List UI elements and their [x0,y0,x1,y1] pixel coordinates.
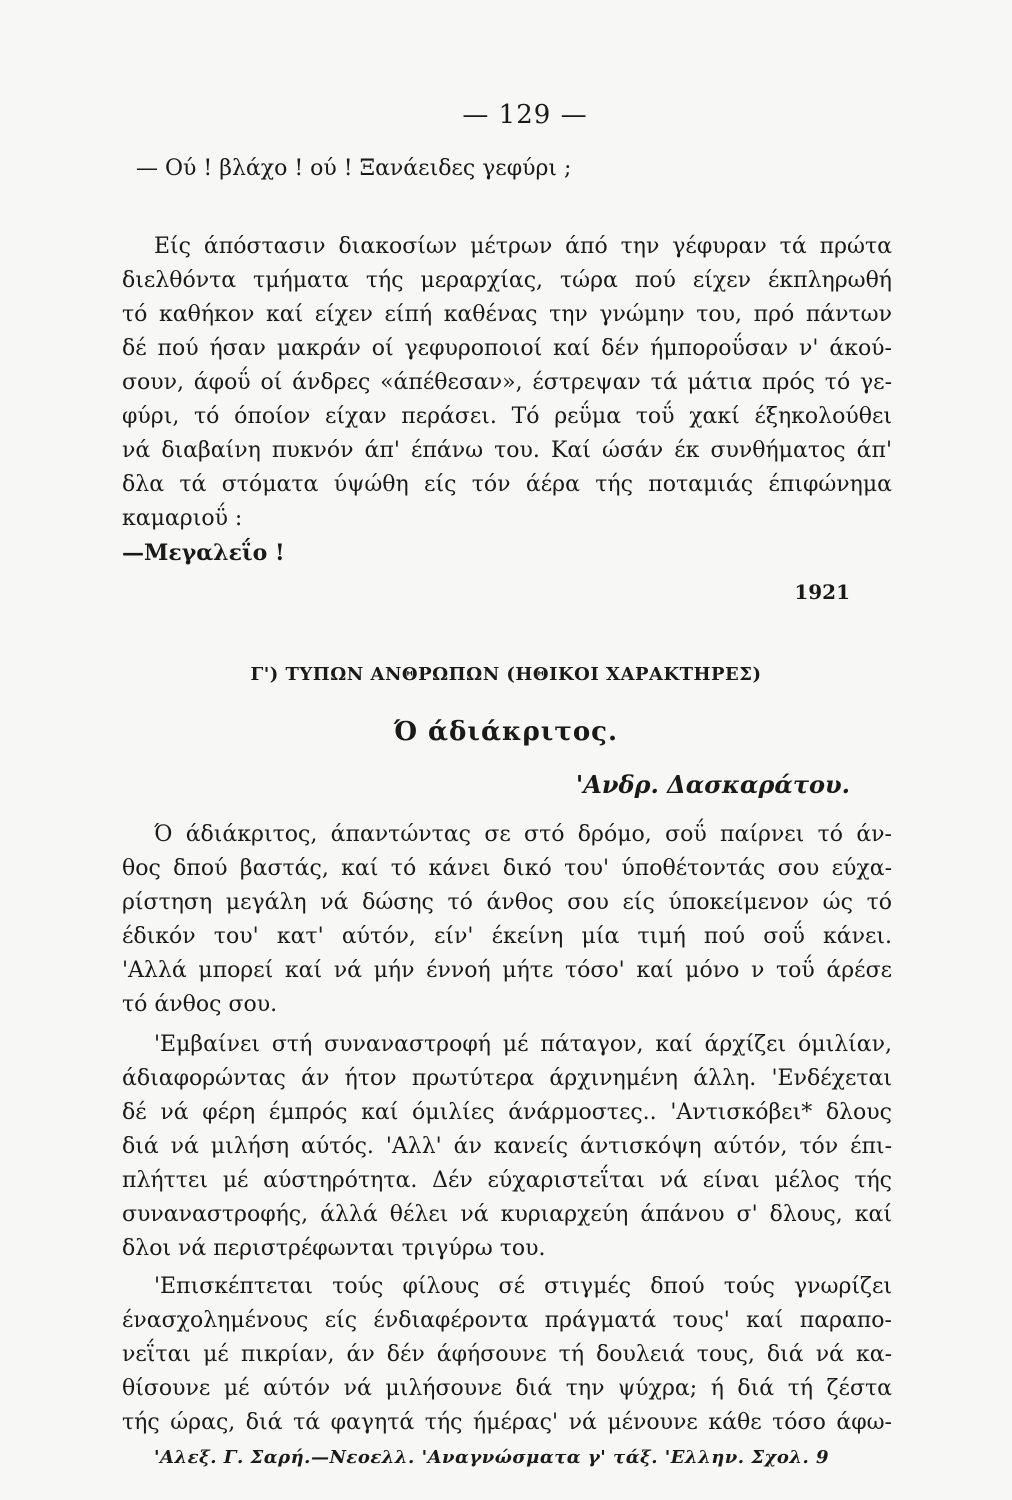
text-line: έδικόν του' κατ' αύτόν, είν' έκείνη μία τιμή πού σοΰ κάνει. [122,924,892,949]
text-line: τό καθήκον καί είχεν είπή καθένας την γνώμην του, πρό πάντων [122,302,892,327]
text-line: τής ώρας, διά τά φαγητά τής ήμέρας' νά μένουνε κάθε τόσο άφω- [122,1410,892,1435]
text-line: 'Εμβαίνει στή συναναστροφή μέ πάταγον, καί άρχίζει όμιλίαν, [154,1032,892,1057]
final-exclamation: —Μεγαλεΐο ! [122,540,285,566]
body-paragraph-3 [122,1270,892,1440]
text-line: Είς άπόστασιν διακοσίων μέτρων άπό την γέφυραν τά πρώτα [154,234,892,259]
author-name: 'Ανδρ. Δασκαράτου. [575,770,850,799]
text-line: διελθόντα τμήματα τής μεραρχίας, τώρα πού είχεν έκπληρωθή [122,268,892,293]
text-line: 'Αλλά μπορεί καί νά μήν έννοή μήτε τόσο' καί μόνο ν τοΰ άρέσε [122,958,892,983]
footer-signature: 'Αλεξ. Γ. Σαρή.—Νεοελλ. 'Αναγνώσματα γ' τάξ. 'Ελλην. Σχολ. 9 [154,1447,830,1468]
top-section [122,152,892,186]
text-line: δλοι νά περιστρέφωνται τριγύρω του. [122,1236,546,1261]
text-line: Ό άδιάκριτος, άπαντώντας σε στό δρόμο, σοΰ παίρνει τό άν- [154,822,892,847]
text-line: σουν, άφοΰ οί άνδρες «άπέθεσαν», έστρεψαν τά μάτια πρός τό γε- [122,370,892,395]
text-line: δλα τά στόματα ύψώθη είς τόν άέρα τής ποταμιάς έπιφώνημα [122,472,892,497]
chapter-title: Ό άδιάκριτος. [393,717,619,747]
text-line: θίσουνε μέ αύτόν νά μιλήσουνε διά την ψύχρα; ή διά τή ζέστα [122,1376,892,1401]
text-line: θος δπού βαστάς, καί τό κάνει δικό του' ύποθέτοντάς σου εύχα- [122,856,892,881]
text-line: συναναστροφής, άλλά θέλει νά κυριαρχεύη άπάνου σ' δλους, καί [122,1202,892,1227]
text-line: ένασχολημένους είς ένδιαφέροντα πράγματά τους' καί παραπο- [122,1308,892,1333]
text-line: φύρι, τό όποίον είχαν περάσει. Τό ρεΰμα τοΰ χακί έξηκολούθει [122,404,892,429]
text-line: 'Επισκέπτεται τούς φίλους σέ στιγμές δπού τούς γνωρίζει [154,1274,892,1299]
text-line: διά νά μιλήση αύτός. 'Αλλ' άν κανείς άντισκόψη αύτόν, τόν έπι- [122,1134,892,1159]
text-line: πλήττει μέ αύστηρότητα. Δέν εύχαριστεΐται νά είναι μέλος τής [122,1168,892,1193]
text-line: ρίστηση μεγάλη νά δώσης τό άνθος σου είς ύποκείμενον ώς τό [122,890,892,915]
exclamation-line: — Ού ! βλάχο ! ού ! Ξανάειδες γεφύρι ; [136,156,572,181]
text-line: δέ νά φέρη έμπρός καί όμιλίες άνάρμοστες.. 'Αντισκόβει* δλους [122,1100,892,1125]
body-paragraph-2 [122,1028,892,1266]
text-line: τό άνθος σου. [122,992,278,1017]
top-paragraph [122,230,892,570]
page-number: — 129 — [462,100,588,130]
text-line: δέ πού ήσαν μακράν οί γεφυροποιοί καί δέν ήμποροΰσαν ν' άκού- [122,336,892,361]
body-paragraph-1 [122,818,892,1022]
text-line: άδιαφορώντας άν ήτον πρωτύτερα άρχινημένη άλλη. 'Ενδέχεται [122,1066,892,1091]
text-line: νά διαβαίνη πυκνόν άπ' έπάνω του. Καί ώσάν έκ συνθήματος άπ' [122,438,892,463]
text-line: καμαριοΰ : [122,506,243,531]
section-heading: Γ') ΤΥΠΩΝ ΑΝΘΡΩΠΩΝ (ΗΘΙΚΟΙ ΧΑΡΑΚΤΗΡΕΣ) [250,664,762,685]
text-line: νεΐται μέ πικρίαν, άν δέν άφήσουνε τή δουλειά τους, διά νά κα- [122,1342,892,1367]
year-label: 1921 [794,580,850,604]
